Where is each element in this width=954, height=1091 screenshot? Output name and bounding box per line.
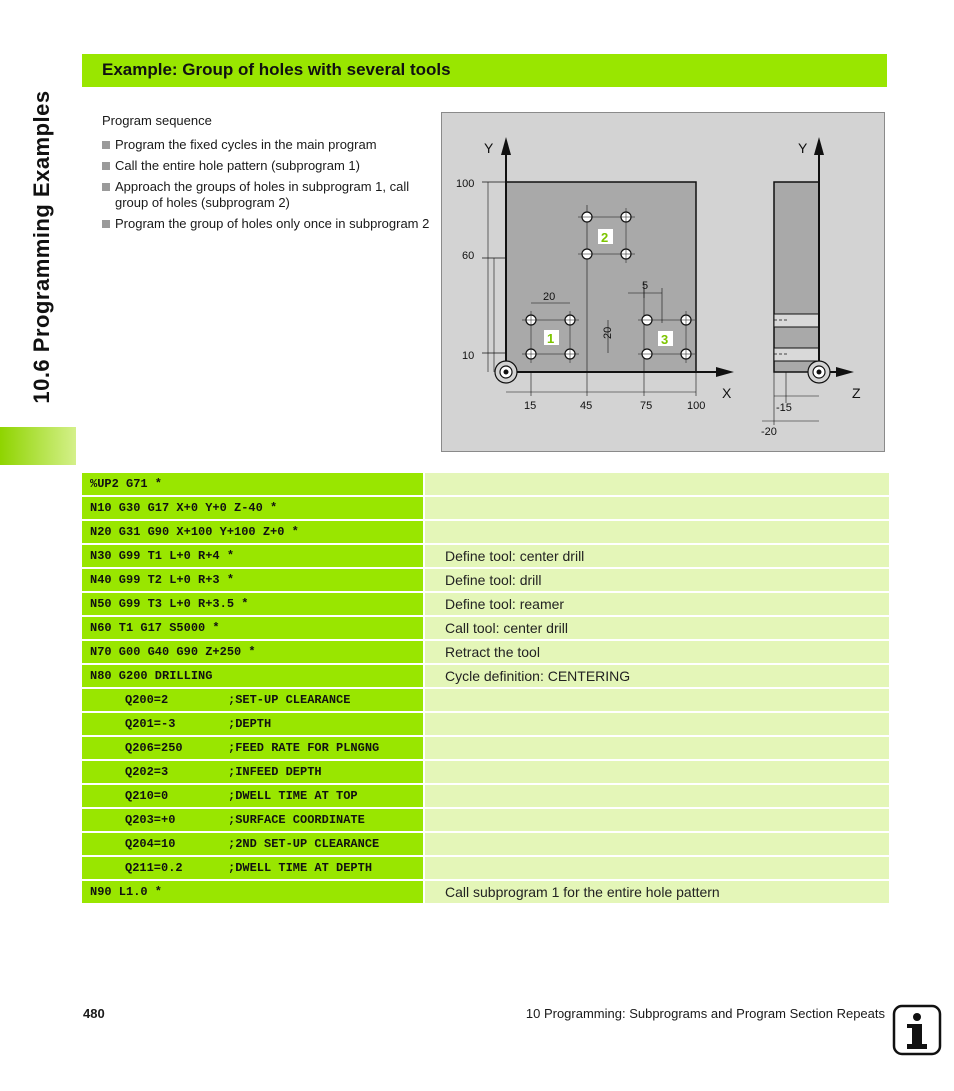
svg-text:1: 1 — [547, 331, 555, 346]
y-axis-label-right: Y — [798, 140, 808, 156]
svg-text:3: 3 — [661, 332, 669, 347]
param-cell — [82, 809, 423, 831]
info-icon — [892, 1004, 942, 1056]
table-row-param — [82, 809, 889, 831]
intro-bullet-list — [102, 137, 432, 232]
list-item: Program the group of holes only once in subprogram 2 — [102, 216, 432, 232]
table-row — [82, 641, 889, 663]
code-cell: N40 G99 T2 L+0 R+3 * — [82, 569, 423, 591]
comment-cell — [425, 785, 889, 807]
param-desc: ;FEED RATE FOR PLNGNG — [228, 741, 380, 755]
table-row-param — [82, 713, 889, 735]
param-name: Q202=3 — [125, 765, 169, 779]
list-item: Call the entire hole pattern (subprogram 1) — [102, 158, 432, 174]
param-desc: ;INFEED DEPTH — [228, 765, 322, 779]
table-row-param — [82, 785, 889, 807]
comment-cell — [425, 713, 889, 735]
param-name: Q204=10 — [125, 837, 176, 851]
x-axis-arrow-icon — [716, 367, 734, 377]
workpiece-drawing-svg — [442, 113, 886, 453]
chapter-side-title-text: 10.6 Programming Examples — [29, 90, 54, 404]
y-dim-label: 100 — [456, 178, 475, 190]
section-header — [82, 54, 887, 87]
x-dim-label: 100 — [687, 400, 706, 412]
code-cell: N60 T1 G17 S5000 * — [82, 617, 423, 639]
comment-cell — [425, 689, 889, 711]
program-sequence-intro — [102, 113, 432, 237]
list-item: Approach the groups of holes in subprogram 1, call group of holes (subprogram 2) — [102, 179, 432, 211]
param-desc: ;DWELL TIME AT TOP — [228, 789, 358, 803]
page-number: 480 — [83, 1006, 105, 1021]
table-row — [82, 593, 889, 615]
table-row-param — [82, 833, 889, 855]
param-cell — [82, 785, 423, 807]
datum-symbol-left-icon — [495, 361, 517, 383]
chapter-side-title — [22, 52, 62, 442]
code-cell: N20 G31 G90 X+100 Y+100 Z+0 * — [82, 521, 423, 543]
table-row-param — [82, 761, 889, 783]
param-name: Q206=250 — [125, 741, 183, 755]
y-axis-right-arrow-icon — [814, 137, 824, 155]
comment-cell — [425, 833, 889, 855]
table-row-param — [82, 857, 889, 879]
dim-5: 5 — [642, 280, 649, 292]
chapter-footer-text: 10 Programming: Subprograms and Program Section Repeats — [525, 1006, 885, 1021]
param-cell — [82, 737, 423, 759]
plate-side-view — [774, 182, 819, 372]
comment-cell: Call subprogram 1 for the entire hole pattern — [425, 881, 889, 903]
param-desc: ;2ND SET-UP CLEARANCE — [228, 837, 380, 851]
param-cell — [82, 761, 423, 783]
comment-cell — [425, 473, 889, 495]
comment-cell: Cycle definition: CENTERING — [425, 665, 889, 687]
code-cell: N10 G30 G17 X+0 Y+0 Z-40 * — [82, 497, 423, 519]
comment-cell: Retract the tool — [425, 641, 889, 663]
comment-cell — [425, 737, 889, 759]
dim-20-horizontal: 20 — [543, 291, 556, 303]
param-cell — [82, 857, 423, 879]
bullet-square-icon — [102, 220, 110, 228]
table-row — [82, 881, 889, 903]
section-title: Example: Group of holes with several tools — [102, 60, 451, 79]
group-label-1 — [544, 330, 559, 346]
table-row — [82, 497, 889, 519]
z-dim-label: -20 — [761, 426, 777, 438]
code-cell: %UP2 G71 * — [82, 473, 423, 495]
group-label-2 — [598, 229, 613, 245]
code-cell: N30 G99 T1 L+0 R+4 * — [82, 545, 423, 567]
comment-cell: Call tool: center drill — [425, 617, 889, 639]
table-row — [82, 569, 889, 591]
param-desc: ;DEPTH — [228, 717, 272, 731]
x-dim-label: 75 — [640, 400, 653, 412]
table-row — [82, 545, 889, 567]
y-dim-label: 60 — [462, 250, 475, 262]
comment-cell: Define tool: reamer — [425, 593, 889, 615]
param-name: Q210=0 — [125, 789, 169, 803]
code-cell: N50 G99 T3 L+0 R+3.5 * — [82, 593, 423, 615]
code-cell: N80 G200 DRILLING — [82, 665, 423, 687]
param-name: Q203=+0 — [125, 813, 176, 827]
table-row-param — [82, 689, 889, 711]
comment-cell: Define tool: center drill — [425, 545, 889, 567]
comment-cell — [425, 857, 889, 879]
x-axis-label: X — [722, 385, 732, 401]
intro-lead: Program sequence — [102, 113, 212, 128]
table-row — [82, 521, 889, 543]
comment-cell: Define tool: drill — [425, 569, 889, 591]
param-name: Q200=2 — [125, 693, 169, 707]
comment-cell — [425, 761, 889, 783]
code-cell: N90 L1.0 * — [82, 881, 423, 903]
side-hole-lower — [774, 348, 819, 361]
table-row — [82, 665, 889, 687]
param-name: Q201=-3 — [125, 717, 176, 731]
z-axis-label: Z — [852, 385, 861, 401]
bullet-square-icon — [102, 183, 110, 191]
group-label-3 — [658, 331, 673, 347]
y-axis-arrow-icon — [501, 137, 511, 155]
list-item: Program the fixed cycles in the main program — [102, 137, 432, 153]
param-cell — [82, 689, 423, 711]
param-name: Q211=0.2 — [125, 861, 183, 875]
comment-cell — [425, 521, 889, 543]
workpiece-drawing — [441, 112, 885, 452]
y-axis-label-left: Y — [484, 140, 494, 156]
table-row — [82, 473, 889, 495]
table-row — [82, 617, 889, 639]
param-desc: ;SET-UP CLEARANCE — [228, 693, 351, 707]
bullet-square-icon — [102, 141, 110, 149]
comment-cell — [425, 497, 889, 519]
param-cell — [82, 833, 423, 855]
comment-cell — [425, 809, 889, 831]
dim-20-vertical: 20 — [602, 326, 614, 339]
nc-program-table — [82, 473, 889, 905]
svg-text:2: 2 — [601, 230, 609, 245]
z-axis-arrow-icon — [836, 367, 854, 377]
param-desc: ;SURFACE COORDINATE — [228, 813, 365, 827]
datum-symbol-right-icon — [808, 361, 830, 383]
x-dim-label: 15 — [524, 400, 537, 412]
z-dim-label: -15 — [776, 402, 792, 414]
code-cell: N70 G00 G40 G90 Z+250 * — [82, 641, 423, 663]
param-desc: ;DWELL TIME AT DEPTH — [228, 861, 373, 875]
y-dim-label: 10 — [462, 350, 475, 362]
table-row-param — [82, 737, 889, 759]
chapter-tab-marker — [0, 427, 76, 465]
param-cell — [82, 713, 423, 735]
side-hole-upper — [774, 314, 819, 327]
x-dim-label: 45 — [580, 400, 593, 412]
bullet-square-icon — [102, 162, 110, 170]
